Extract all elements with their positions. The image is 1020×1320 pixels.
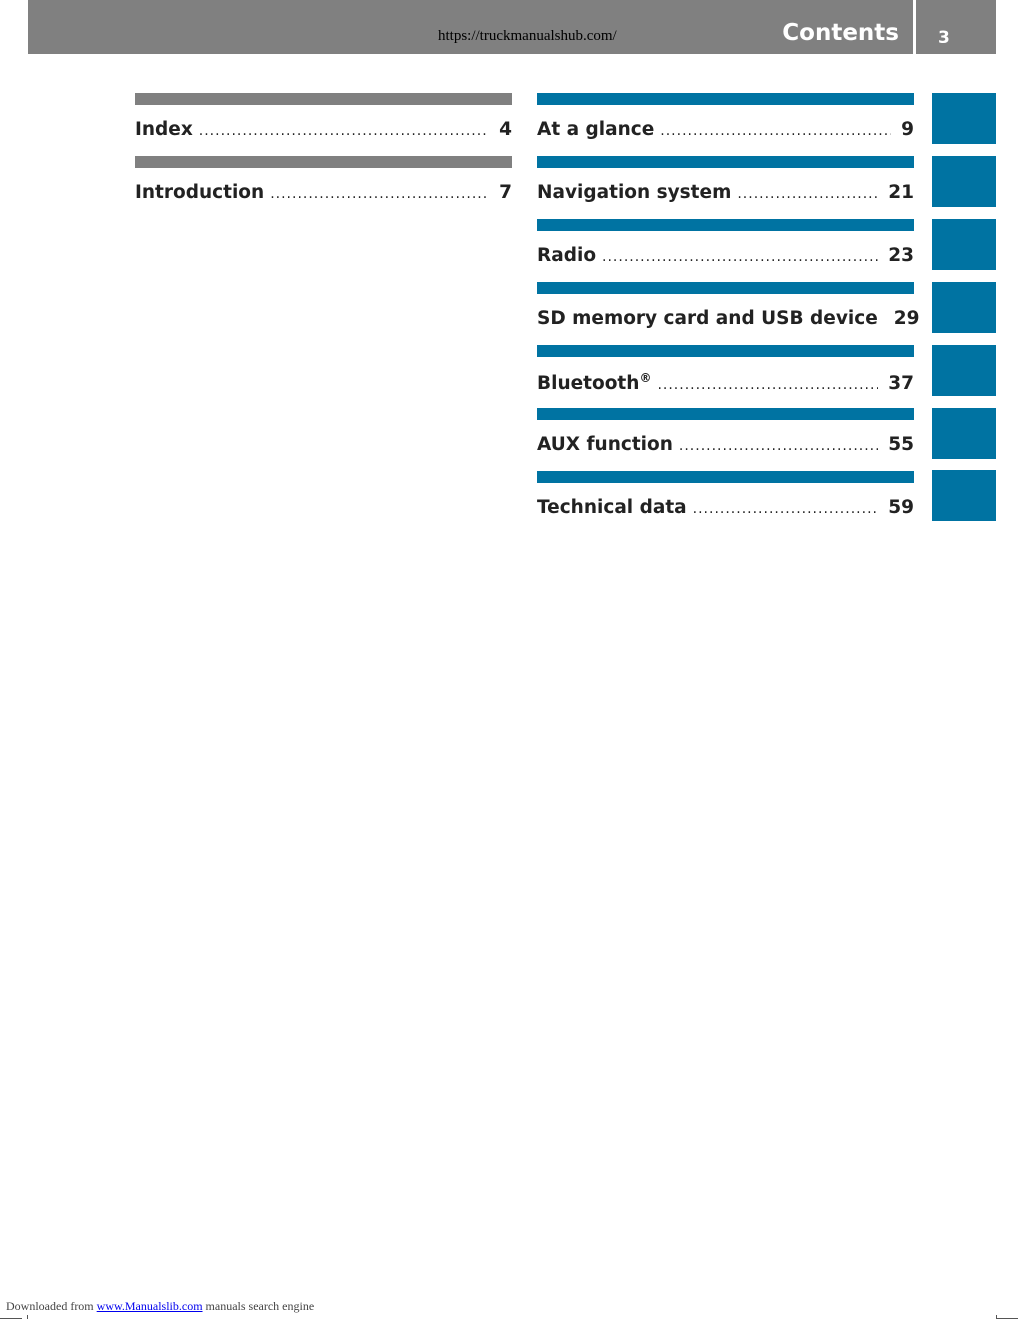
page-header bbox=[28, 0, 913, 54]
thumb-tab-bluetooth[interactable] bbox=[932, 345, 996, 396]
toc-entry-sd-memory-card[interactable] bbox=[537, 282, 920, 345]
toc-left-column bbox=[135, 93, 512, 219]
toc-entry-navigation-system[interactable] bbox=[537, 156, 914, 219]
download-footer bbox=[6, 1299, 314, 1314]
toc-page: 21 bbox=[888, 182, 914, 203]
crop-mark-left-tick bbox=[27, 1315, 28, 1319]
footer-suffix: manuals search engine bbox=[205, 1299, 315, 1313]
toc-entry-bluetooth[interactable] bbox=[537, 345, 914, 408]
dot-leader bbox=[270, 186, 489, 202]
section-bar bbox=[537, 93, 914, 105]
header-title: Contents bbox=[782, 20, 899, 46]
toc-label: AUX function bbox=[537, 434, 673, 455]
toc-label: Navigation system bbox=[537, 182, 732, 203]
dot-leader bbox=[737, 186, 878, 202]
section-bar bbox=[537, 219, 914, 231]
thumb-tab-navigation-system[interactable] bbox=[932, 156, 996, 207]
dot-leader bbox=[199, 123, 489, 139]
toc-label: Radio bbox=[537, 245, 597, 266]
dot-leader bbox=[660, 123, 891, 139]
toc-label: Technical data bbox=[537, 497, 687, 518]
thumb-tab-radio[interactable] bbox=[932, 219, 996, 270]
section-bar bbox=[537, 156, 914, 168]
toc-entry-radio[interactable] bbox=[537, 219, 914, 282]
section-bar bbox=[537, 345, 914, 357]
toc-label: Introduction bbox=[135, 182, 265, 203]
manualslib-link[interactable]: www.Manualslib.com bbox=[96, 1299, 203, 1313]
section-bar bbox=[537, 282, 914, 294]
dot-leader bbox=[693, 501, 879, 517]
toc-page: 9 bbox=[901, 119, 914, 140]
toc-page: 59 bbox=[888, 497, 914, 518]
section-bar bbox=[135, 156, 512, 168]
toc-entry-introduction[interactable] bbox=[135, 156, 512, 219]
toc-page: 37 bbox=[888, 373, 914, 395]
toc-label: Index bbox=[135, 119, 193, 140]
dot-leader bbox=[657, 377, 878, 393]
toc-page: 23 bbox=[888, 245, 914, 266]
dot-leader bbox=[602, 249, 878, 265]
footer-prefix: Downloaded from bbox=[6, 1299, 94, 1313]
crop-mark-right bbox=[996, 1318, 1018, 1319]
toc-label bbox=[537, 371, 651, 394]
section-bar bbox=[135, 93, 512, 105]
toc-label: At a glance bbox=[537, 119, 655, 140]
toc-label-text: Bluetooth bbox=[537, 373, 640, 395]
toc-page: 4 bbox=[499, 119, 512, 140]
section-bar bbox=[537, 471, 914, 483]
toc-page: 29 bbox=[893, 308, 920, 329]
toc-right-column bbox=[537, 93, 920, 534]
dot-leader bbox=[679, 438, 878, 454]
toc-page: 55 bbox=[888, 434, 914, 455]
toc-label: SD memory card and USB device bbox=[537, 308, 878, 329]
page-number: 3 bbox=[938, 28, 950, 48]
toc-entry-index[interactable] bbox=[135, 93, 512, 156]
registered-mark: ® bbox=[639, 371, 652, 385]
thumb-tab-technical-data[interactable] bbox=[932, 470, 996, 521]
toc-page: 7 bbox=[499, 182, 512, 203]
crop-mark-right-tick bbox=[996, 1315, 997, 1319]
crop-mark-left bbox=[0, 1318, 22, 1319]
toc-entry-aux-function[interactable] bbox=[537, 408, 914, 471]
header-url[interactable]: https://truckmanualshub.com/ bbox=[438, 28, 617, 44]
thumb-tab-sd-memory-card[interactable] bbox=[932, 282, 996, 333]
page-number-box bbox=[916, 0, 996, 54]
toc-entry-at-a-glance[interactable] bbox=[537, 93, 914, 156]
thumb-tab-at-a-glance[interactable] bbox=[932, 93, 996, 144]
section-bar bbox=[537, 408, 914, 420]
toc-entry-technical-data[interactable] bbox=[537, 471, 914, 534]
thumb-tab-aux-function[interactable] bbox=[932, 408, 996, 459]
